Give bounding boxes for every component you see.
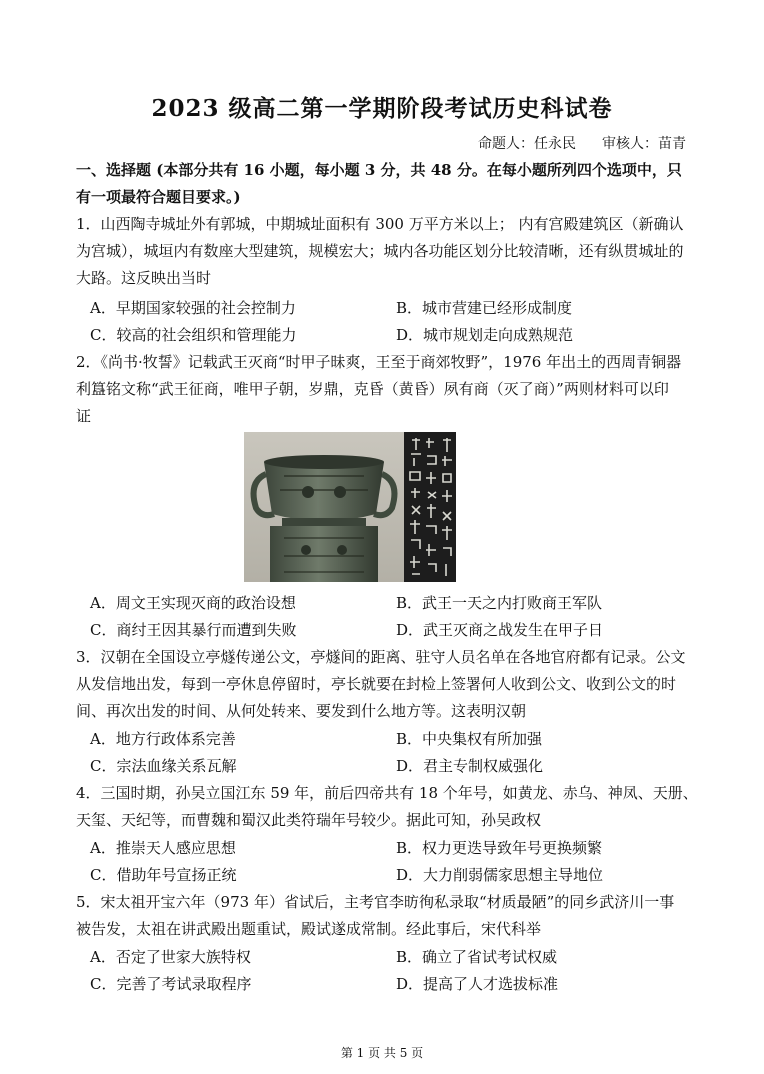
question-1-line-1: 1．山西陶寺城址外有郭城，中期城址面积有 300 万平方米以上； 内有宫殿建筑区（新确认	[76, 215, 684, 233]
question-5-line-1: 5．宋太祖开宝六年（973 年）省试后，主考官李昉徇私录取“材质最陋”的同乡武济川一事	[76, 893, 675, 911]
question-5-option-b: B．确立了省试考试权威	[396, 948, 558, 966]
question-2-option-a: A．周文王实现灭商的政治设想	[90, 594, 296, 612]
question-4-option-b: B．权力更迭导致年号更换频繁	[396, 839, 603, 857]
question-1-line-2: 为宫城），城垣内有数座大型建筑，规模宏大；城内各功能区划分比较清晰，还有纵贯城址的	[76, 242, 684, 260]
question-4-line-2: 天玺、天纪等，而曹魏和蜀汉此类符瑞年号较少。据此可知，孙吴政权	[76, 811, 542, 829]
question-3-line-3: 间、再次出发的时间、从何处转来、要发到什么地方等。这表明汉朝	[76, 702, 527, 720]
question-5-line-2: 被告发，太祖在讲武殿出题重试，殿试遂成常制。经此事后，宋代科举	[76, 920, 542, 938]
question-2-line-2: 利簋铭文称“武王征商，唯甲子朝，岁鼎，克昏（黄昏）夙有商（灭了商）”两则材料可以印	[76, 380, 669, 398]
author-name: 命题人：任永民	[478, 136, 576, 152]
question-1-option-d: D．城市规划走向成熟规范	[396, 326, 574, 344]
question-3-option-b: B．中央集权有所加强	[396, 730, 543, 748]
question-4-option-d: D．大力削弱儒家思想主导地位	[396, 866, 604, 884]
author-line	[452, 133, 686, 153]
section-heading-line-2: 有一项最符合题目要求。)	[76, 188, 241, 206]
question-1-line-3: 大路。这反映出当时	[76, 269, 212, 287]
question-5-option-a: A．否定了世家大族特权	[90, 948, 251, 966]
question-5-option-d: D．提高了人才选拔标准	[396, 975, 559, 993]
section-heading-line-1: 一、选择题 (本部分共有 16 小题，每小题 3 分，共 48 分。在每小题所列四个选项中，只	[76, 161, 682, 179]
question-1-option-a: A．早期国家较强的社会控制力	[90, 299, 296, 317]
question-3-line-2: 从发信地出发，每到一亭休息停留时，亭长就要在封检上签署何人收到公文、收到公文的时	[76, 675, 677, 693]
page-title: 2023 级高二第一学期阶段考试历史科试卷	[151, 95, 613, 122]
page-footer: 第 1 页 共 5 页	[340, 1046, 424, 1060]
li-gui-bronze-image	[244, 432, 456, 582]
question-3-option-a: A．地方行政体系完善	[90, 730, 236, 748]
question-3-option-d: D．君主专制权威强化	[396, 757, 544, 775]
question-4-line-1: 4．三国时期，孙吴立国江东 59 年，前后四帝共有 18 个年号，如黄龙、赤乌、神凤、天册、	[76, 784, 698, 802]
question-1-option-b: B．城市营建已经形成制度	[396, 299, 573, 317]
question-2-option-c: C．商纣王因其暴行而遭到失败	[90, 621, 297, 639]
question-4-option-a: A．推崇天人感应思想	[90, 839, 236, 857]
question-1-option-c: C．较高的社会组织和管理能力	[90, 326, 297, 344]
question-2-option-d: D．武王灭商之战发生在甲子日	[396, 621, 604, 639]
question-3-option-c: C．宗法血缘关系瓦解	[90, 757, 237, 775]
question-3-line-1: 3．汉朝在全国设立亭燧传递公文，亭燧间的距离、驻守人员名单在各地官府都有记录。公文	[76, 648, 686, 666]
question-2-line-1: 2．《尚书·牧誓》记载武王灭商“时甲子昧爽，王至于商郊牧野”，1976 年出土的西周青铜器	[76, 353, 682, 371]
question-5-option-c: C．完善了考试录取程序	[90, 975, 252, 993]
question-2-option-b: B．武王一天之内打败商王军队	[396, 594, 603, 612]
question-4-option-c: C．借助年号宣扬正统	[90, 866, 237, 884]
question-2-line-3: 证	[76, 407, 92, 425]
reviewer-name: 审核人：苗青	[602, 136, 686, 152]
